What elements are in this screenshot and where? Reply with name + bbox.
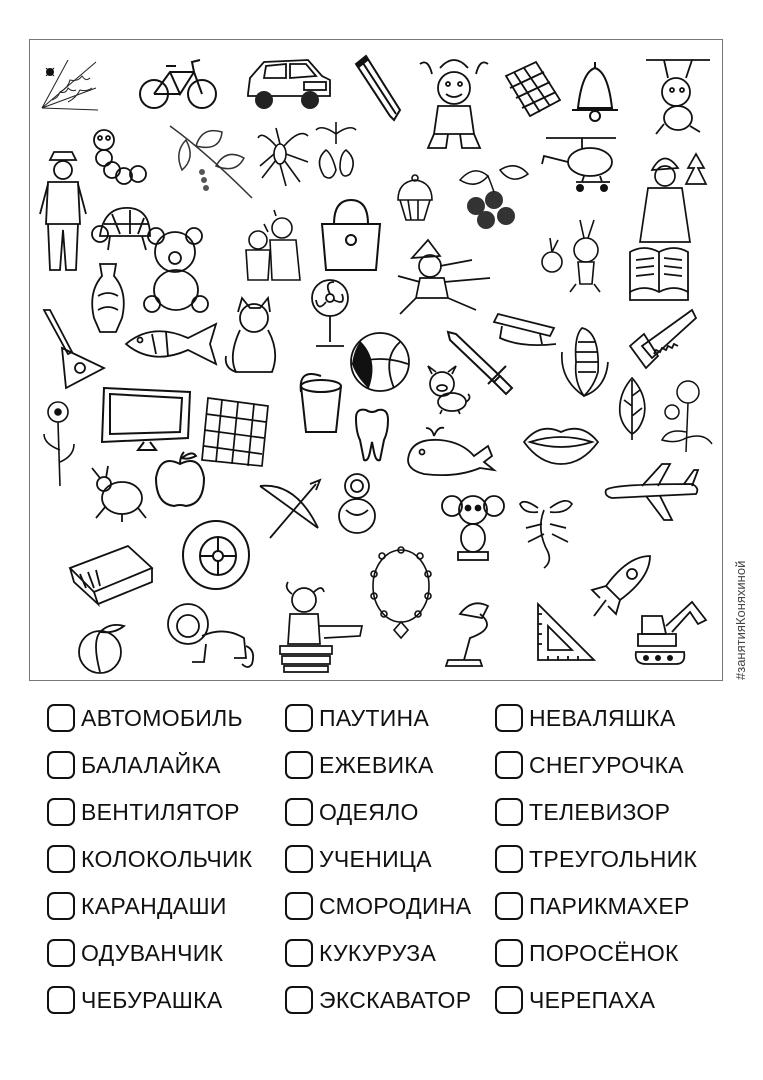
caterpillar-illustration: [86, 126, 150, 188]
checklist-item[interactable]: [285, 748, 434, 782]
spider-web-illustration: [38, 58, 100, 116]
lion-illustration: [164, 600, 260, 670]
roly-poly-doll-illustration: [336, 470, 378, 536]
checkbox[interactable]: [495, 751, 523, 779]
monkey-illustration: [642, 56, 714, 136]
checklist-item[interactable]: [495, 748, 684, 782]
checklist-item[interactable]: [47, 701, 243, 735]
car-illustration: [242, 54, 334, 114]
word-label: ТРЕУГОЛЬНИК: [529, 845, 698, 872]
word-label: БАЛАЛАЙКА: [81, 751, 221, 778]
checklist-item[interactable]: [495, 701, 676, 735]
checkbox[interactable]: [47, 845, 75, 873]
checkbox[interactable]: [495, 986, 523, 1014]
leaf-illustration: [614, 376, 650, 442]
handbag-illustration: [316, 196, 386, 274]
helicopter-illustration: [540, 132, 622, 196]
checkbox[interactable]: [495, 939, 523, 967]
checklist-item[interactable]: [47, 842, 252, 876]
fan-illustration: [304, 276, 354, 352]
word-label: НЕВАЛЯШКА: [529, 704, 676, 731]
cupcake-illustration: [394, 174, 436, 224]
word-label: СНЕГУРОЧКА: [529, 751, 684, 778]
checkbox[interactable]: [47, 986, 75, 1014]
tv-illustration: [98, 384, 196, 452]
word-label: ПАРИКМАХЕР: [529, 892, 690, 919]
checklist-item[interactable]: [285, 701, 429, 735]
jester-illustration: [418, 54, 490, 152]
bow-and-arrow-illustration: [256, 476, 326, 548]
excavator-illustration: [632, 596, 712, 668]
checkbox[interactable]: [495, 892, 523, 920]
checklist-item[interactable]: [495, 889, 690, 923]
checklist-item[interactable]: [47, 889, 227, 923]
checkbox[interactable]: [285, 751, 313, 779]
hairdresser-illustration: [238, 210, 304, 282]
airplane-illustration: [602, 460, 702, 528]
peach-illustration: [70, 620, 130, 676]
word-label: ПАУТИНА: [319, 704, 430, 731]
hand-saw-illustration: [628, 306, 700, 372]
chocolate-bar-illustration: [502, 60, 564, 118]
fish-illustration: [122, 320, 220, 368]
checklist-item[interactable]: [285, 889, 471, 923]
checklist-item[interactable]: [495, 936, 679, 970]
word-label: ЧЕБУРАШКА: [81, 986, 223, 1013]
watermark: [725, 540, 755, 680]
set-square-illustration: [534, 600, 598, 664]
necklace-illustration: [366, 544, 436, 640]
beach-ball-illustration: [348, 330, 412, 394]
illustration-area: [30, 40, 724, 682]
mosquito-illustration: [256, 126, 312, 192]
checkbox[interactable]: [495, 704, 523, 732]
word-label: АВТОМОБИЛЬ: [81, 704, 243, 731]
word-label: КАРАНДАШИ: [81, 892, 227, 919]
strawberry-illustration: [310, 120, 362, 184]
checklist-item[interactable]: [47, 936, 223, 970]
checklist-item[interactable]: [47, 795, 240, 829]
word-label: ВЕНТИЛЯТОР: [81, 798, 240, 825]
cheburashka-illustration: [442, 486, 504, 564]
book-illustration: [626, 240, 692, 304]
birch-branch-illustration: [166, 122, 256, 204]
checklist-item[interactable]: [47, 983, 223, 1017]
apple-illustration: [152, 448, 208, 510]
lobster-illustration: [514, 490, 578, 570]
checklist-item[interactable]: [47, 748, 221, 782]
checklist-item[interactable]: [285, 842, 432, 876]
poppy-flower-illustration: [40, 400, 78, 488]
desk-lamp-illustration: [440, 592, 504, 668]
checkbox[interactable]: [285, 939, 313, 967]
teddy-bear-illustration: [140, 224, 214, 314]
word-label: КУКУРУЗА: [319, 939, 437, 966]
checklist-item[interactable]: [495, 842, 697, 876]
illustration-frame: [29, 39, 723, 681]
snow-maiden-illustration: [638, 148, 708, 246]
vegetable-characters-illustration: [536, 218, 610, 294]
word-label: УЧЕНИЦА: [319, 845, 432, 872]
word-label: ТЕЛЕВИЗОР: [529, 798, 671, 825]
tire-illustration: [180, 518, 252, 592]
whale-illustration: [404, 424, 496, 480]
corn-illustration: [554, 322, 610, 402]
checkbox[interactable]: [47, 892, 75, 920]
checkbox[interactable]: [495, 845, 523, 873]
watermark-text: #занятияКоняхиной: [733, 560, 748, 680]
bicycle-illustration: [138, 52, 218, 112]
checklist-item[interactable]: [285, 936, 436, 970]
checkbox[interactable]: [47, 704, 75, 732]
bell-illustration: [566, 58, 624, 122]
checkbox[interactable]: [285, 892, 313, 920]
word-label: КОЛОКОЛЬЧИК: [81, 845, 253, 872]
checkbox[interactable]: [495, 798, 523, 826]
checkbox[interactable]: [285, 798, 313, 826]
checkbox[interactable]: [285, 845, 313, 873]
checkbox[interactable]: [285, 986, 313, 1014]
tooth-illustration: [352, 406, 392, 464]
balalaika-illustration: [42, 308, 106, 390]
crayons-box-illustration: [66, 542, 156, 608]
word-label: ЕЖЕВИКА: [319, 751, 434, 778]
beetle-illustration: [86, 462, 150, 524]
pinocchio-illustration: [394, 238, 504, 320]
checkbox[interactable]: [47, 751, 75, 779]
checklist-item[interactable]: [285, 795, 419, 829]
schoolgirl-illustration: [274, 580, 366, 674]
lips-illustration: [520, 418, 602, 468]
dandelion-illustration: [658, 378, 716, 454]
blackberry-illustration: [450, 160, 534, 240]
checkbox[interactable]: [47, 798, 75, 826]
checklist-item[interactable]: [285, 983, 471, 1017]
blanket-illustration: [198, 392, 274, 470]
word-label: ЧЕРЕПАХА: [529, 986, 656, 1013]
bucket-illustration: [296, 376, 346, 436]
word-label: ЭКСКАВАТОР: [319, 986, 472, 1013]
word-label: СМОРОДИНА: [319, 892, 472, 919]
policeman-illustration: [38, 150, 88, 276]
checkbox[interactable]: [285, 704, 313, 732]
checklist-item[interactable]: [495, 795, 670, 829]
pencil-illustration: [350, 54, 406, 124]
checkbox[interactable]: [47, 939, 75, 967]
word-checklist: [0, 697, 763, 1027]
checklist-item[interactable]: [495, 983, 655, 1017]
word-label: ПОРОСЁНОК: [529, 939, 679, 966]
word-label: ОДУВАНЧИК: [81, 939, 224, 966]
piglet-illustration: [422, 364, 472, 416]
word-label: ОДЕЯЛО: [319, 798, 419, 825]
cat-illustration: [222, 296, 284, 378]
